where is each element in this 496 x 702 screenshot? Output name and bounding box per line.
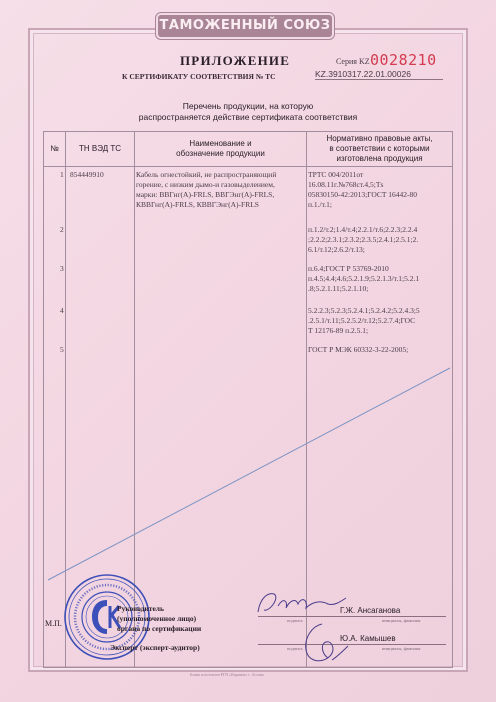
row-1-name-line: горение, с низким дымо-и газовыделением, (136, 180, 275, 189)
initials-caption: инициалы, фамилия (382, 646, 421, 651)
row-1-number: 1 (60, 170, 64, 179)
signature-caption: подпись (287, 646, 303, 651)
column-header-norm-line-2: в соответствии с которыми (329, 144, 430, 153)
certificate-number: KZ.3910317.22.01.00026 (315, 69, 411, 79)
norm-line: ГОСТ Р МЭК 60332-3-22-2005; (308, 345, 409, 354)
norm-line: .2.5.1/т.11;5.2.5.2/т.12;5.2.7.4;ГОС (308, 316, 416, 325)
row-1-name-line: КВВГнг(А)-FRLS, КВВГЭнг(А)-FRLS (136, 200, 259, 209)
head-label-line-1: Руководитель (117, 604, 164, 613)
head-label-line-3: органа по сертификации (117, 624, 202, 633)
row-1-name-line: марки: ВВГнг(А)-FRLS, ВВГЭнг(А)-FRLS, (136, 190, 275, 199)
norm-line: п.4.5;4.4;4.6;5.2.1.9;5.2.1.3/т.1;5.2.1 (308, 274, 420, 283)
head-signatory-label (117, 604, 201, 634)
norm-line: 05830150-42:2013;ГОСТ 16442-80 (308, 190, 418, 199)
signature-caption: подпись (287, 618, 303, 623)
norm-line: ;2.2.2;2.3.1;2.3.2;2.3.5;2.4.1;2.5.1;2. (308, 235, 419, 244)
column-header-norm-line-1: Нормативно правовые акты, (326, 134, 433, 143)
row-2-number: 2 (60, 225, 64, 234)
norm-line: 16.08.11г.№768ст.4,5;Тs (308, 180, 384, 189)
column-header-no: № (44, 132, 66, 167)
column-header-code: ТН ВЭД ТС (66, 132, 135, 167)
certificate-reference-label: К СЕРТИФИКАТУ СООТВЕТСТВИЯ № ТС (122, 72, 276, 81)
row-1-code: 854449910 (70, 170, 104, 179)
heading-line-1: Перечень продукции, на которую (182, 101, 314, 111)
column-header-norm-line-3: изготовлена продукция (336, 154, 423, 163)
initials-caption: инициалы, фамилия (382, 618, 421, 623)
expert-name: Ю.А. Камышев (340, 634, 396, 643)
form-printer-note: Бланк изготовлен РГП «Вариант» г. Астана (190, 672, 264, 677)
norm-line: .8;5.2.1.11;5.2.1.10; (308, 284, 369, 293)
norm-line: ТРТС 004/2011от (308, 170, 364, 179)
expert-name-line (338, 644, 446, 645)
head-name: Г.Ж. Ансаганова (340, 606, 401, 615)
row-4-number: 4 (60, 306, 64, 315)
stamp-place-label: М.П. (45, 619, 62, 628)
norm-line: п.1.2/т.2;1.4/т.4;2.2.1/т.6;2.2.3;2.2.4 (308, 225, 418, 234)
expert-label: Эксперт (эксперт-аудитор) (110, 643, 200, 652)
column-header-name-line-1: Наименование и (189, 139, 252, 148)
norm-line: Т 12176-89 п.2.5.1; (308, 326, 369, 335)
series-number: 0028210 (370, 51, 437, 69)
row-1-name-line: Кабель огнестойкий, не распространяющий (136, 170, 277, 179)
banner-text: ТАМОЖЕННЫЙ СОЮЗ (159, 18, 331, 33)
column-header-name-line-2: обозначение продукции (176, 149, 265, 158)
heading-line-2: распространяется действие сертификата соответствия (138, 112, 358, 122)
page-title: ПРИЛОЖЕНИЕ (180, 53, 291, 68)
head-name-line (338, 616, 446, 617)
norm-line: п.1./т.1; (308, 200, 333, 209)
row-5-number: 5 (60, 345, 64, 354)
norm-line: п.6.4;ГОСТ Р 53769-2010 (308, 264, 389, 273)
norm-line: 5.2.2.3;5.2.3;5.2.4.1;5.2.4.2;5.2.4.3;5 (308, 306, 420, 315)
series-label: Серия KZ (336, 57, 370, 66)
expert-handwritten-signature (292, 620, 352, 666)
head-label-line-2: (уполномоченное лицо) (117, 614, 197, 623)
head-handwritten-signature (250, 588, 350, 620)
row-3-number: 3 (60, 264, 64, 273)
norm-line: 6.1/т.12;2.6.2/т.13; (308, 245, 365, 254)
